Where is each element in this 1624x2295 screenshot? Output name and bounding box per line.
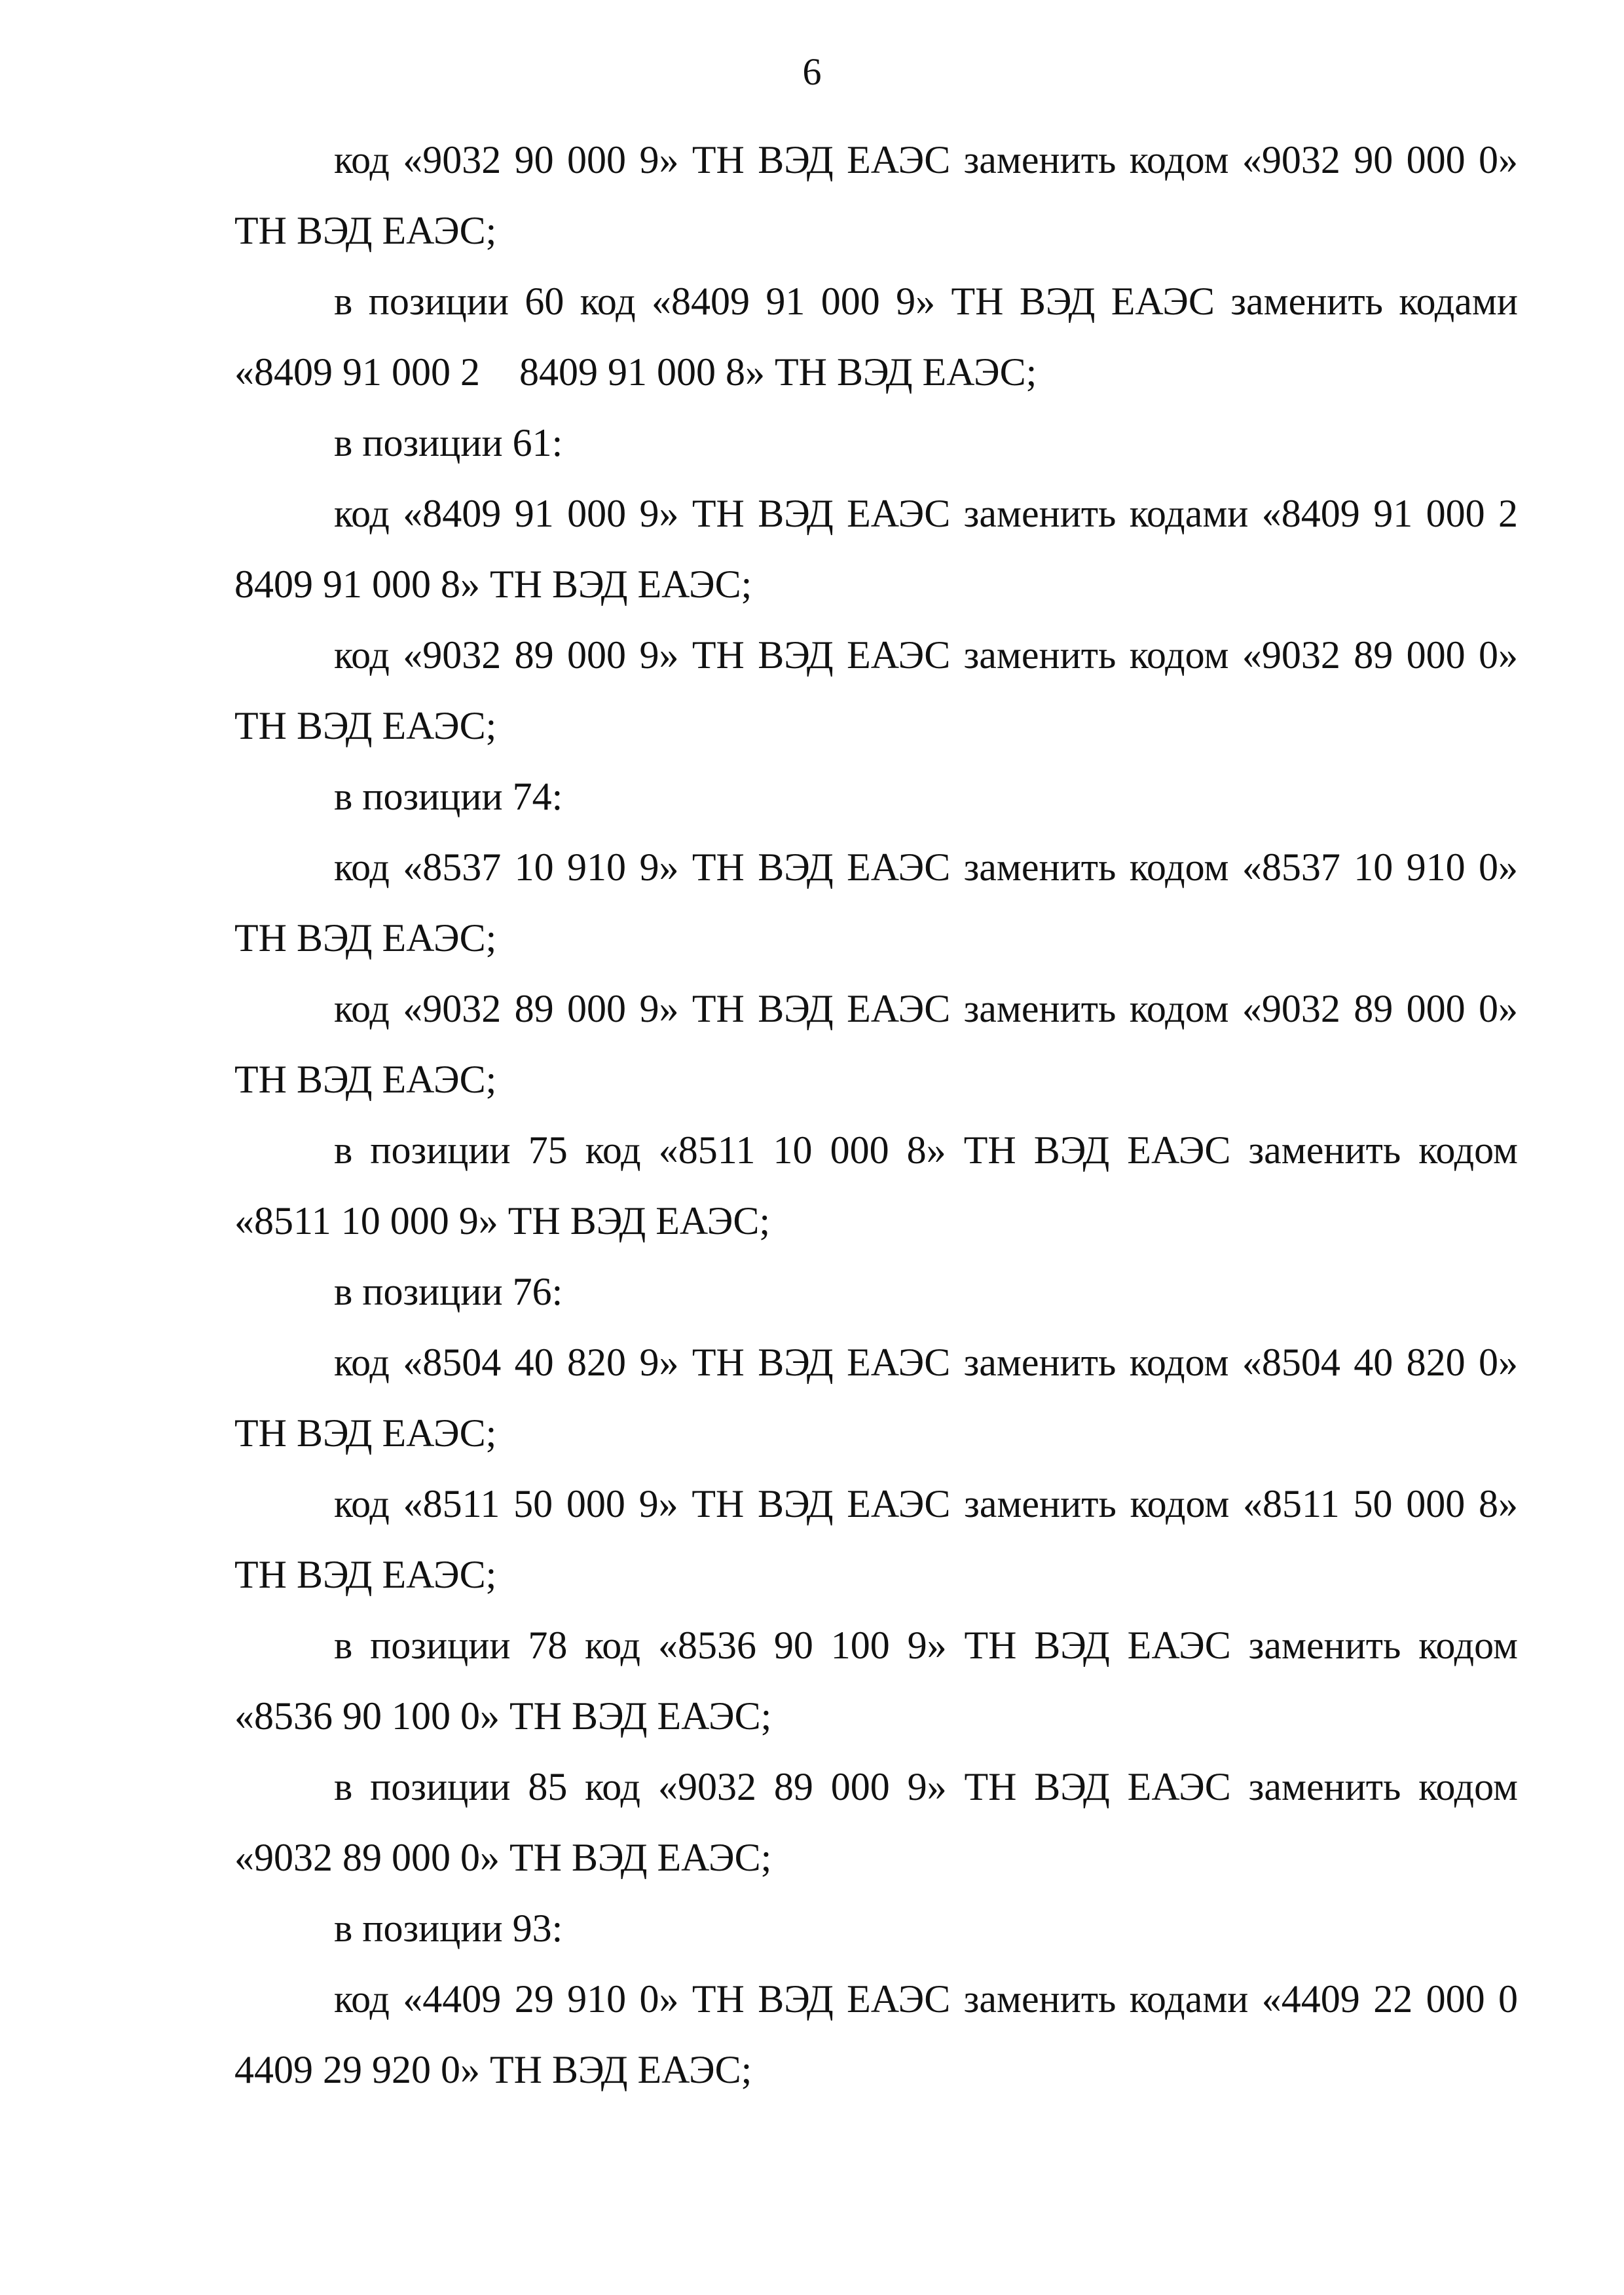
- paragraph: код «9032 89 000 9» ТН ВЭД ЕАЭС заменить кодом «9032 89 000 0» ТН ВЭД ЕАЭС;: [234, 633, 1528, 747]
- paragraph: в позиции 74:: [334, 775, 563, 818]
- paragraph: в позиции 75 код «8511 10 000 8» ТН ВЭД ЕАЭС заменить кодом «8511 10 000 9» ТН ВЭД ЕАЭС;: [234, 1129, 1528, 1242]
- paragraph: код «8537 10 910 9» ТН ВЭД ЕАЭС заменить кодом «8537 10 910 0» ТН ВЭД ЕАЭС;: [234, 846, 1528, 960]
- document-body: [234, 124, 1557, 2105]
- paragraph: код «8504 40 820 9» ТН ВЭД ЕАЭС заменить кодом «8504 40 820 0» ТН ВЭД ЕАЭС;: [234, 1341, 1528, 1455]
- paragraph: в позиции 93:: [334, 1907, 563, 1950]
- paragraph: в позиции 85 код «9032 89 000 9» ТН ВЭД ЕАЭС заменить кодом «9032 89 000 0» ТН ВЭД ЕАЭС;: [234, 1765, 1528, 1879]
- paragraph: код «9032 89 000 9» ТН ВЭД ЕАЭС заменить кодом «9032 89 000 0» ТН ВЭД ЕАЭС;: [234, 987, 1528, 1101]
- page-number: 6: [802, 50, 822, 93]
- paragraph: код «8511 50 000 9» ТН ВЭД ЕАЭС заменить кодом «8511 50 000 8» ТН ВЭД ЕАЭС;: [234, 1482, 1528, 1596]
- paragraph: код «4409 29 910 0» ТН ВЭД ЕАЭС заменить кодами «4409 22 000 0 4409 29 920 0» ТН ВЭД ЕАЭС;: [234, 1977, 1557, 2091]
- paragraph: в позиции 78 код «8536 90 100 9» ТН ВЭД ЕАЭС заменить кодом «8536 90 100 0» ТН ВЭД ЕАЭС;: [234, 1624, 1528, 1738]
- paragraph: в позиции 60 код «8409 91 000 9» ТН ВЭД ЕАЭС заменить кодами «8409 91 000 2 8409 91 000 8» ТН ВЭД ЕАЭС;: [234, 280, 1528, 394]
- paragraph: код «8409 91 000 9» ТН ВЭД ЕАЭС заменить кодами «8409 91 000 2 8409 91 000 8» ТН ВЭД ЕАЭС;: [234, 492, 1557, 606]
- paragraph: код «9032 90 000 9» ТН ВЭД ЕАЭС заменить кодом «9032 90 000 0» ТН ВЭД ЕАЭС;: [234, 138, 1528, 252]
- paragraph: в позиции 76:: [334, 1270, 563, 1313]
- paragraph: в позиции 61:: [334, 421, 563, 464]
